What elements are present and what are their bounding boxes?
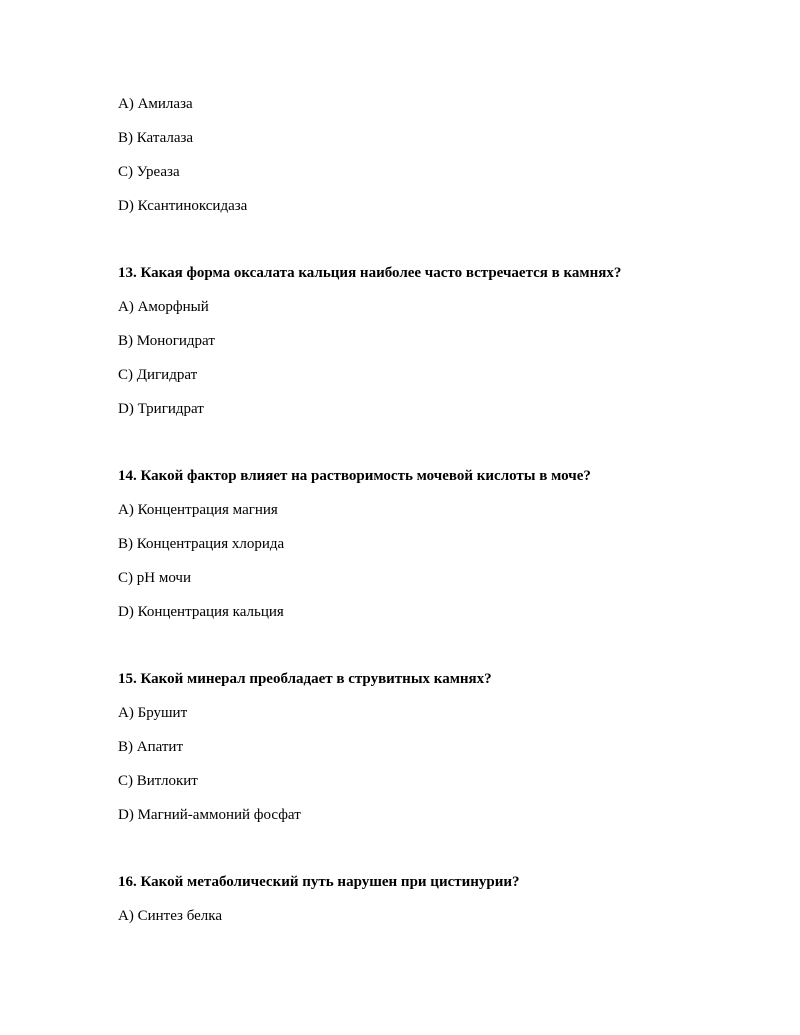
question-15: 15. Какой минерал преобладает в струвитных камнях? <box>118 671 492 687</box>
question-15-option-c: C) Витлокит <box>118 773 198 789</box>
question-13-option-b: B) Моногидрат <box>118 333 215 349</box>
question-14-option-a: A) Концентрация магния <box>118 502 278 518</box>
option-prev-a: A) Амилаза <box>118 96 193 112</box>
question-15-option-a: A) Брушит <box>118 705 188 721</box>
question-14-option-d: D) Концентрация кальция <box>118 604 284 620</box>
option-prev-c: C) Уреаза <box>118 164 180 180</box>
question-13-option-d: D) Тригидрат <box>118 401 204 417</box>
question-14-option-b: B) Концентрация хлорида <box>118 536 285 552</box>
option-prev-d: D) Ксантиноксидаза <box>118 198 248 214</box>
question-16: 16. Какой метаболический путь нарушен при цистинурии? <box>118 874 520 890</box>
question-14: 14. Какой фактор влияет на растворимость мочевой кислоты в моче? <box>118 468 591 484</box>
question-16-option-a: A) Синтез белка <box>118 908 223 924</box>
question-13: 13. Какая форма оксалата кальция наиболее часто встречается в камнях? <box>118 265 622 281</box>
question-13-option-c: C) Дигидрат <box>118 367 198 383</box>
option-prev-b: B) Каталаза <box>118 130 194 146</box>
question-15-option-b: B) Апатит <box>118 739 184 755</box>
question-13-option-a: A) Аморфный <box>118 299 209 315</box>
question-15-option-d: D) Магний-аммоний фосфат <box>118 807 301 823</box>
question-14-option-c: C) pH мочи <box>118 570 192 586</box>
